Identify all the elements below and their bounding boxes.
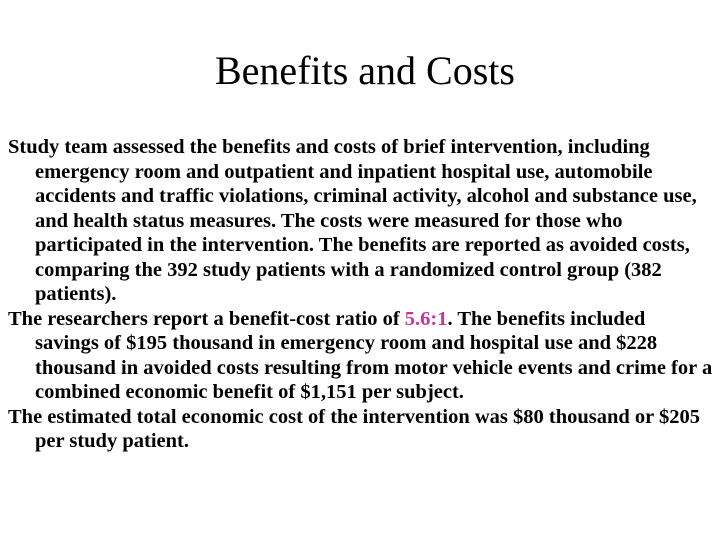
slide-body: [8, 135, 714, 454]
paragraph-benefit-cost-ratio: [8, 307, 714, 405]
benefit-cost-ratio-value: 5.6:1: [404, 307, 448, 330]
ratio-trailing-text: . The benefits included savings of $195 thousand in emergency room and hospital use and $228 thousand in avoided costs resulting from motor vehicle events and crime for a combined economic benefit of $1,151 per subject.: [35, 307, 713, 403]
paragraph-study-team: Study team assessed the benefits and costs of brief intervention, including emergency room and outpatient and inpatient hospital use, automobile accidents and traffic violations, criminal activity, alcohol and substance use, and health status measures. The costs were measured for those who participated in the intervention. The benefits are reported as avoided costs, comparing the 392 study patients with a randomized control group (382 patients).: [8, 136, 697, 305]
slide-title: Benefits and Costs: [215, 48, 515, 93]
paragraph-total-cost: The estimated total economic cost of the intervention was $80 thousand or $205 per study patient.: [8, 405, 701, 452]
ratio-lead-text: The researchers report a benefit-cost ratio of: [8, 307, 405, 330]
